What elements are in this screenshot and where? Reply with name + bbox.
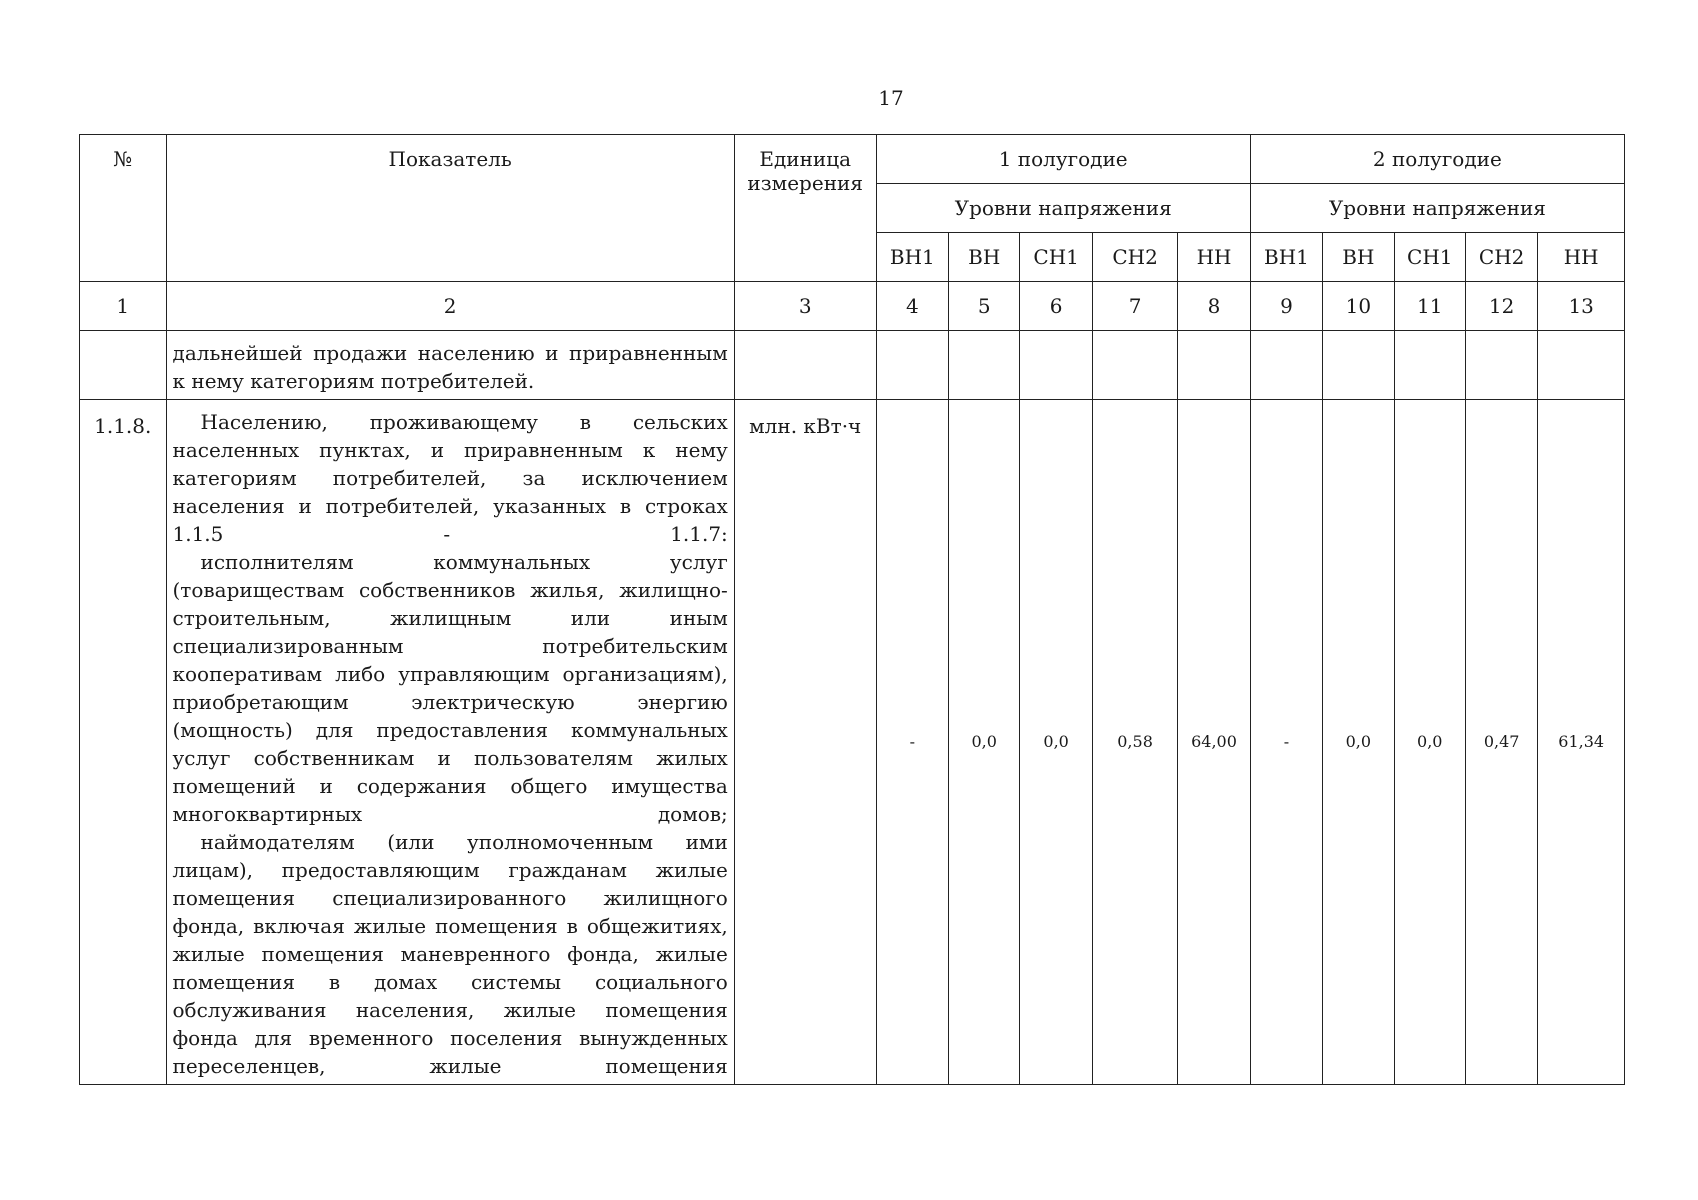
column-number: 11 — [1394, 282, 1465, 331]
header-half-2: 2 полугодие — [1250, 135, 1624, 184]
header-level: ВН1 — [876, 233, 948, 282]
header-row-1 — [80, 135, 1625, 184]
value-cell: 0,0 — [949, 400, 1020, 1085]
header-level: ВН — [1323, 233, 1394, 282]
column-number: 10 — [1323, 282, 1394, 331]
empty-cell — [1538, 331, 1625, 400]
empty-cell — [80, 331, 167, 400]
header-level: СН1 — [1394, 233, 1465, 282]
column-number: 5 — [949, 282, 1020, 331]
value-cell: - — [1250, 400, 1322, 1085]
empty-cell — [734, 331, 876, 400]
value-cell: 0,0 — [1020, 400, 1092, 1085]
empty-cell — [1465, 331, 1537, 400]
column-number: 2 — [166, 282, 734, 331]
column-number: 1 — [80, 282, 167, 331]
column-number: 13 — [1538, 282, 1625, 331]
continuation-row — [80, 331, 1625, 400]
column-number: 12 — [1465, 282, 1537, 331]
value-cell: 0,47 — [1465, 400, 1537, 1085]
value-cell: 0,0 — [1394, 400, 1465, 1085]
empty-cell — [1178, 331, 1250, 400]
column-number: 9 — [1250, 282, 1322, 331]
header-indicator: Показатель — [166, 135, 734, 282]
empty-cell — [876, 331, 948, 400]
header-level: ВН — [949, 233, 1020, 282]
column-number: 4 — [876, 282, 948, 331]
value-cell: - — [876, 400, 948, 1085]
header-no: № — [80, 135, 167, 282]
indicator-paragraph: наймодателям (или уполномоченным ими лицам), предоставляющим гражданам жилые помещения специализированного жилищного фонда, включая жилые помещения в общежитиях, жилые помещения маневренного фонда, жилые помещения в домах системы социального обслуживания населения, жилые помещения фонда для временного поселения вынужденных переселенцев, жилые помещения — [172, 830, 728, 1078]
empty-cell — [1394, 331, 1465, 400]
column-number: 7 — [1092, 282, 1177, 331]
column-number-row — [80, 282, 1625, 331]
continuation-text: дальнейшей продажи населению и приравненным к нему категориям потребителей. — [172, 341, 728, 393]
header-level: СН2 — [1465, 233, 1537, 282]
indicator-text-cell — [166, 400, 734, 1085]
header-half-1: 1 полугодие — [876, 135, 1250, 184]
continuation-text-cell — [166, 331, 734, 400]
table-row — [80, 400, 1625, 1085]
value-cell: 61,34 — [1538, 400, 1625, 1085]
empty-cell — [1250, 331, 1322, 400]
header-voltage-levels-1: Уровни напряжения — [876, 184, 1250, 233]
empty-cell — [1092, 331, 1177, 400]
page-number: 17 — [878, 86, 904, 110]
empty-cell — [949, 331, 1020, 400]
header-level: СН1 — [1020, 233, 1092, 282]
value-cell: 0,58 — [1092, 400, 1177, 1085]
value-cell: 0,0 — [1323, 400, 1394, 1085]
header-voltage-levels-2: Уровни напряжения — [1250, 184, 1624, 233]
header-unit: Единица измерения — [734, 135, 876, 282]
indicator-paragraph: исполнителям коммунальных услуг (товариществам собственников жилья, жилищно-строительным, жилищным или иным специализированным потребительским кооперативам либо управляющим организациям), приобретающим электрическую энергию (мощность) для предоставления коммунальных услуг собственникам и пользователям жилых помещений и содержания общего имущества многоквартирных домов; — [172, 550, 728, 826]
indicator-paragraph: Населению, проживающему в сельских населенных пунктах, и приравненным к нему категориям потребителей, за исключением населения и потребителей, указанных в строках 1.1.5 - 1.1.7: — [172, 410, 728, 546]
header-level: ВН1 — [1250, 233, 1322, 282]
column-number: 6 — [1020, 282, 1092, 331]
row-number: 1.1.8. — [80, 400, 167, 1085]
unit-cell: млн. кВт·ч — [734, 400, 876, 1085]
empty-cell — [1323, 331, 1394, 400]
header-level: СН2 — [1092, 233, 1177, 282]
column-number: 3 — [734, 282, 876, 331]
header-level: НН — [1178, 233, 1250, 282]
empty-cell — [1020, 331, 1092, 400]
column-number: 8 — [1178, 282, 1250, 331]
tariff-table — [79, 134, 1625, 1085]
header-level: НН — [1538, 233, 1625, 282]
value-cell: 64,00 — [1178, 400, 1250, 1085]
